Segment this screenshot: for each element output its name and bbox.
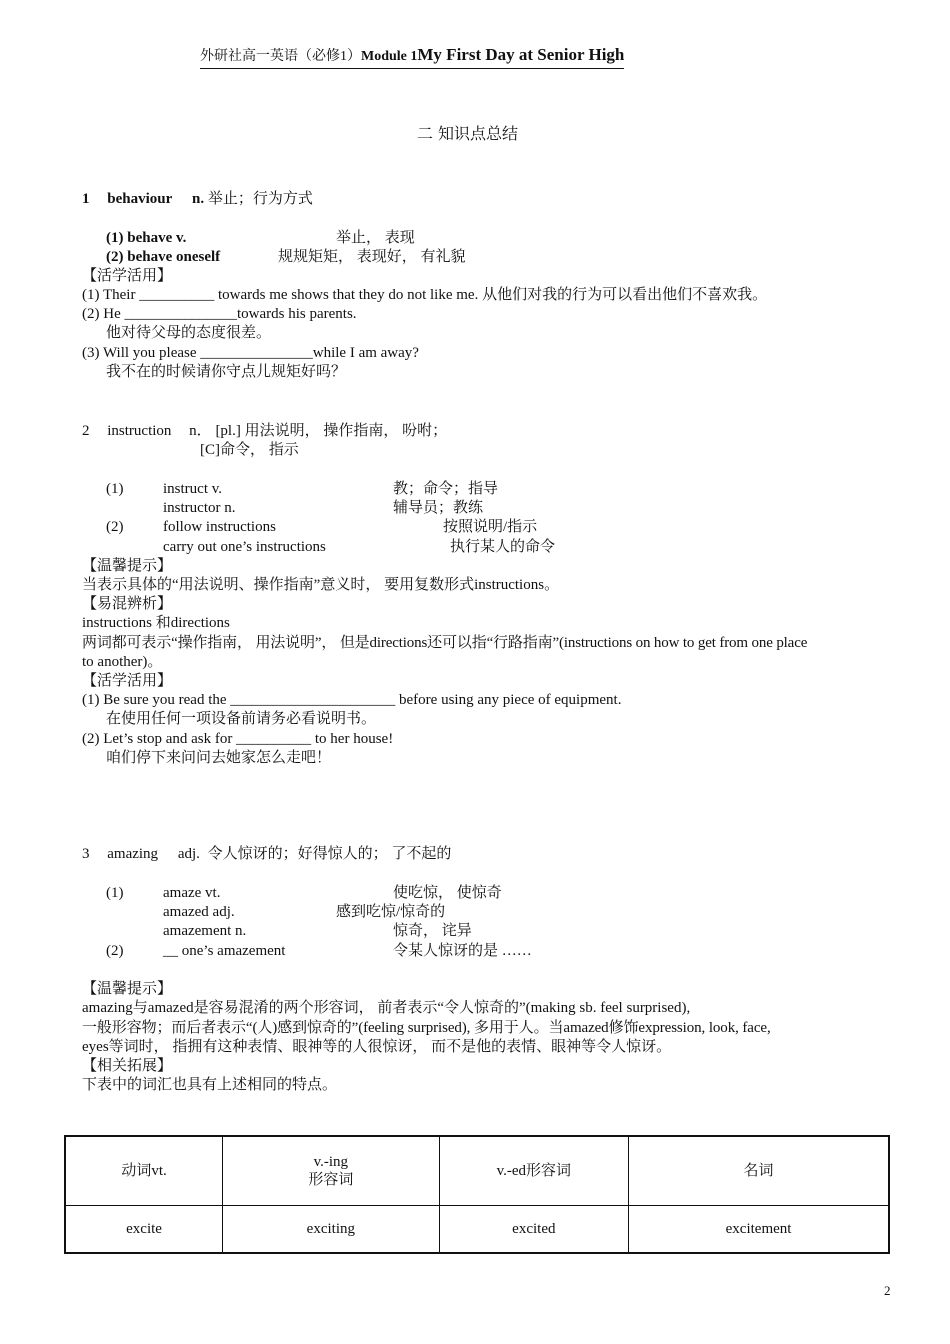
item1-practice-3-zh: 我不在的时候请你守点儿规矩好吗？ [106, 364, 347, 380]
item2-number: 2 [82, 423, 90, 439]
item2-practice-2: (2) Let’s stop and ask for __________ to her house! [82, 731, 394, 747]
table-header-cell: 名词 [629, 1136, 889, 1206]
item2-confuse-label: 【易混辨析】 [82, 596, 173, 612]
item2-confuse-title: instructions 和directions [82, 615, 230, 631]
item2-rel-zh-3: 按照说明/指示 [443, 519, 538, 535]
item3-tip-label: 【温馨提示】 [82, 981, 173, 997]
item3-meaning: 令人惊讶的；好得惊人的； 了不起的 [207, 846, 452, 862]
item2-rel-zh-4: 执行某人的命令 [450, 539, 556, 555]
item1-related-zh-1: 举止， 表现 [336, 230, 415, 246]
item2-tip-label: 【温馨提示】 [82, 558, 173, 574]
item3-rel-zh-2: 感到吃惊/惊奇的 [336, 904, 446, 920]
table-header-line: 形容词 [308, 1172, 354, 1188]
item2-rel-zh-2: 辅导员；教练 [393, 500, 484, 516]
item1-related-en-2: (2) behave oneself [106, 249, 221, 265]
item1-practice-label: 【活学活用】 [82, 268, 173, 284]
item2-rel-zh-1: 教；命令；指导 [393, 481, 499, 497]
word-forms-table [64, 1135, 890, 1254]
item2-practice-1: (1) Be sure you read the ______________________ before using any piece of equipment. [82, 692, 622, 708]
item3-tip-line-2: 一般形容物；而后者表示“(人)感到惊奇的”(feeling surprised), 多用于人。当amazed修饰expression, look, face, [82, 1020, 771, 1036]
item1-number: 1 [82, 191, 90, 207]
item3-heading [82, 845, 451, 864]
section-title: 二 知识点总结 [416, 124, 519, 143]
table-header-cell: v.-ed形容词 [439, 1136, 629, 1206]
item3-rel-en-1: amaze vt. [163, 885, 221, 901]
item3-rel-en-3: amazement n. [163, 923, 247, 939]
item3-rel-zh-4: 令某人惊讶的是 …… [393, 943, 532, 959]
item2-rel-num-3: (2) [106, 519, 124, 535]
item3-extend-label: 【相关拓展】 [82, 1058, 173, 1074]
table-cell: exciting [223, 1206, 439, 1254]
item1-word: behaviour [107, 191, 173, 207]
table-cell: excite [65, 1206, 223, 1254]
table-cell: excitement [629, 1206, 889, 1254]
item2-practice-label: 【活学活用】 [82, 673, 173, 689]
item2-meaning2: [C]命令， 指示 [200, 442, 299, 458]
page-number: 2 [884, 1283, 891, 1298]
header-prefix: 外研社高一英语（必修1） [200, 49, 361, 64]
header-title: My First Day at Senior High [417, 45, 625, 64]
item2-confuse-text-2: to another)。 [82, 654, 163, 670]
item1-practice-2: (2) He _______________towards his parents. [82, 306, 357, 322]
table-row [65, 1206, 889, 1254]
item2-heading [82, 422, 447, 441]
item3-tip-line-3: eyes等词时， 指拥有这种表情、眼神等的人很惊讶， 而不是他的表情、眼神等令人惊讶。 [82, 1039, 672, 1055]
item1-pos: n. [192, 191, 205, 207]
item2-rel-en-4: carry out one’s instructions [163, 539, 326, 555]
table-header-row [65, 1136, 889, 1206]
item1-practice-1: (1) Their __________ towards me shows that they do not like me. 从他们对我的行为可以看出他们不喜欢我。 [82, 287, 768, 303]
item2-rel-en-2: instructor n. [163, 500, 236, 516]
item2-tip: 当表示具体的“用法说明、操作指南”意义时， 要用复数形式instructions。 [82, 577, 560, 593]
item3-rel-num-1: (1) [106, 885, 124, 901]
document-header [200, 44, 624, 69]
item2-meaning1: [pl.] 用法说明， 操作指南， 吩咐； [215, 423, 448, 439]
item2-pos: n． [189, 423, 212, 439]
item3-rel-en-4: __ one’s amazement [163, 943, 286, 959]
item2-rel-num-1: (1) [106, 481, 124, 497]
item3-tip-line-1: amazing与amazed是容易混淆的两个形容词， 前者表示“令人惊奇的”(making sb. feel surprised), [82, 1000, 691, 1016]
table-header-cell [223, 1136, 439, 1206]
item3-extend-text: 下表中的词汇也具有上述相同的特点。 [82, 1077, 338, 1093]
item1-related-zh-2: 规规矩矩， 表现好， 有礼貌 [278, 249, 466, 265]
item1-meaning: 举止；行为方式 [207, 191, 313, 207]
item2-word: instruction [107, 423, 172, 439]
item3-number: 3 [82, 846, 90, 862]
header-module: Module 1 [361, 49, 418, 64]
item3-rel-num-4: (2) [106, 943, 124, 959]
item3-rel-zh-3: 惊奇， 诧异 [393, 923, 472, 939]
table-cell: excited [439, 1206, 629, 1254]
item2-rel-en-3: follow instructions [163, 519, 276, 535]
item2-practice-2-zh: 咱们停下来问问去她家怎么走吧！ [106, 750, 332, 766]
item2-practice-1-zh: 在使用任何一项设备前请务必看说明书。 [106, 711, 377, 727]
item2-rel-en-1: instruct v. [163, 481, 223, 497]
table-header-line: v.-ing [313, 1154, 349, 1170]
item1-heading [82, 190, 313, 209]
item3-rel-zh-1: 使吃惊， 使惊奇 [393, 885, 502, 901]
item3-word: amazing [107, 846, 159, 862]
item3-rel-en-2: amazed adj. [163, 904, 235, 920]
item3-pos: adj. [177, 846, 200, 862]
item2-confuse-text-1: 两词都可表示“操作指南， 用法说明”， 但是directions还可以指“行路指南”(instructions on how to get from one place [82, 635, 808, 651]
item1-related-en-1: (1) behave v. [106, 230, 187, 246]
item1-practice-2-zh: 他对待父母的态度很差。 [106, 325, 272, 341]
item1-practice-3: (3) Will you please _______________while I am away? [82, 345, 419, 361]
table-header-cell: 动词vt. [65, 1136, 223, 1206]
